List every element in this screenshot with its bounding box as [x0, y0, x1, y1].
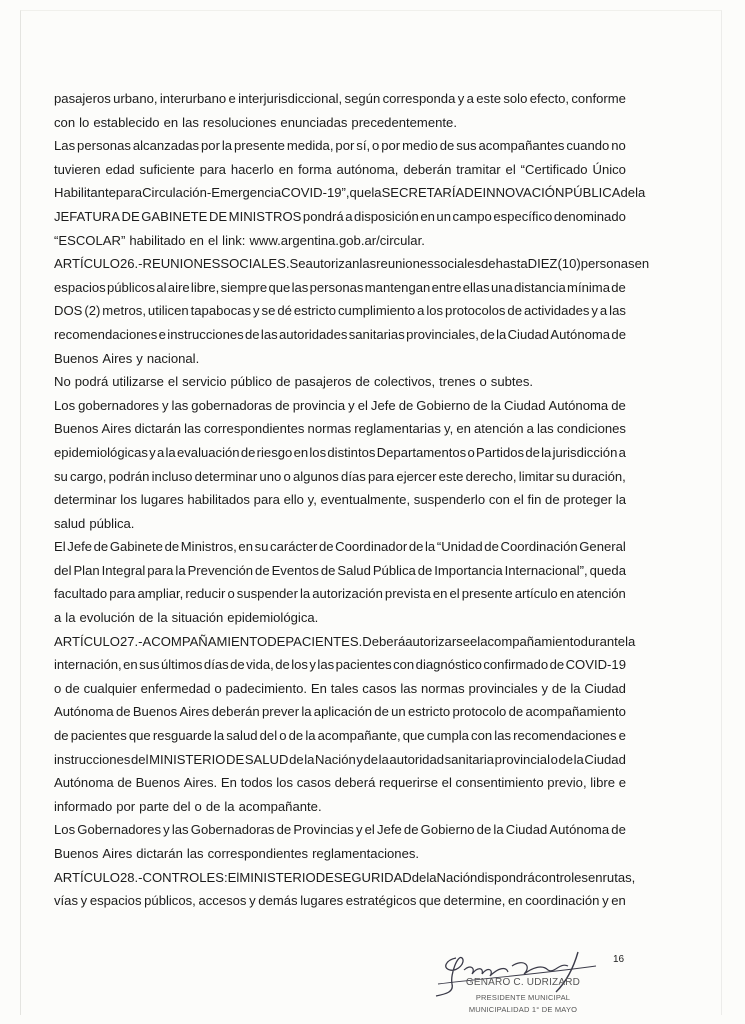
- text-line: o de cualquier enfermedad o padecimiento. En tales casos las normas provinciales y de la Ciudad: [54, 680, 626, 696]
- text-line: Buenos Aires dictarán las correspondientes reglamentaciones.: [54, 846, 420, 861]
- text-line: Las personas alcanzadas por la presente medida, por sí, o por medio de sus acompañantes cuando no: [54, 138, 626, 154]
- text-line: Autónoma de Buenos Aires deberán prever la aplicación de un estricto protocolo de acompañamiento: [54, 704, 626, 720]
- text-line: de pacientes que resguarde la salud del o de la acompañante, que cumpla con las recomendaciones e: [54, 728, 626, 744]
- text-line: pasajeros urbano, interurbano e interjurisdiccional, según corresponda y a este solo efecto, conforme: [54, 91, 626, 106]
- text-line: facultado para ampliar, reducir o suspender la autorización prevista en el presente artículo en atención: [54, 586, 626, 602]
- text-line: tuvieren edad suficiente para hacerlo en forma autónoma, deberán tramitar el “Certificado Único: [54, 161, 626, 177]
- text-line: salud pública.: [54, 515, 135, 531]
- text-line: vías y espacios públicos, accesos y demás lugares estratégicos que determine, en coordinación y en: [54, 893, 626, 909]
- text-line: espacios públicos al aire libre, siempre que las personas mantengan entre ellas una distancia mínima de: [54, 279, 626, 295]
- text-line: JEFATURA DE GABINETE DE MINISTROS pondrá a disposición en un campo específico denominado: [54, 208, 626, 224]
- text-line: epidemiológicas y a la evaluación de riesgo en los distintos Departamentos o Partidos de la jurisdicción a: [54, 444, 626, 460]
- text-line: No podrá utilizarse el servicio público de pasajeros de colectivos, trenes o subtes.: [54, 374, 534, 390]
- stamp-organization: MUNICIPALIDAD 1° DE MAYO: [468, 1005, 578, 1014]
- text-line: instrucciones del MINISTERIO DE SALUD de la Nación y de la autoridad sanitaria provincial o de la Ciudad: [54, 751, 626, 767]
- text-line: su cargo, podrán incluso determinar uno o algunos días para ejercer este derecho, limitar su duración,: [54, 468, 626, 484]
- text-line: internación, en sus últimos días de vida, de los y las pacientes con diagnóstico confirmado de COVID-19: [54, 657, 626, 673]
- stamp-name: GENARO C. UDRIZARD: [465, 977, 581, 988]
- text-line: Los Gobernadores y las Gobernadoras de Provincias y el Jefe de Gobierno de la Ciudad Autónoma de: [54, 822, 626, 838]
- text-line: ARTÍCULO 28.- CONTROLES: El MINISTERIO DE SEGURIDAD de la Nación dispondrá controles en rutas,: [54, 869, 636, 885]
- text-line: “ESCOLAR” habilitado en el link: www.argentina.gob.ar/circular.: [54, 232, 425, 248]
- text-line: informado por parte del o de la acompañante.: [54, 798, 322, 814]
- page-number: 16: [613, 954, 625, 965]
- text-line: a la evolución de la situación epidemiológica.: [54, 610, 319, 626]
- text-line: DOS (2) metros, utilicen tapabocas y se dé estricto cumplimiento a los protocolos de actividades y a las: [54, 303, 626, 319]
- text-line: Habilitante para Circulación - Emergencia COVID-19”, que la SECRETARÍA DE INNOVACIÓN PÚBLICA de la: [54, 185, 646, 201]
- text-line: Buenos Aires dictarán las correspondientes normas reglamentarias y, en atención a las condiciones: [54, 421, 626, 437]
- text-line: del Plan Integral para la Prevención de Eventos de Salud Pública de Importancia Internacional”, queda: [54, 562, 626, 578]
- stamp-role: PRESIDENTE MUNICIPAL: [475, 993, 571, 1002]
- text-line: Buenos Aires y nacional.: [54, 350, 200, 366]
- text-line: ARTÍCULO 27.- ACOMPAÑAMIENTO DE PACIENTES. Deberá autorizarse el acompañamiento durante la: [54, 633, 636, 649]
- text-line: ARTÍCULO 26.- REUNIONES SOCIALES. Se autorizan las reuniones sociales de hasta DIEZ (10) personas en: [54, 256, 650, 272]
- text-line: recomendaciones e instrucciones de las autoridades sanitarias provinciales, de la Ciudad Autónoma de: [54, 326, 626, 342]
- text-line: Los gobernadores y las gobernadoras de provincia y el Jefe de Gobierno de la Ciudad Autónoma de: [54, 397, 626, 413]
- text-line: con lo establecido en las resoluciones enunciadas precedentemente.: [54, 114, 457, 130]
- text-line: determinar los lugares habilitados para ello y, eventualmente, suspenderlo con el fin de proteger la: [54, 492, 626, 508]
- document-body: [54, 87, 650, 913]
- text-line: Autónoma de Buenos Aires. En todos los casos deberá requerirse el consentimiento previo, libre e: [54, 775, 626, 791]
- text-line: El Jefe de Gabinete de Ministros, en su carácter de Coordinador de la “Unidad de Coordinación General: [54, 539, 626, 555]
